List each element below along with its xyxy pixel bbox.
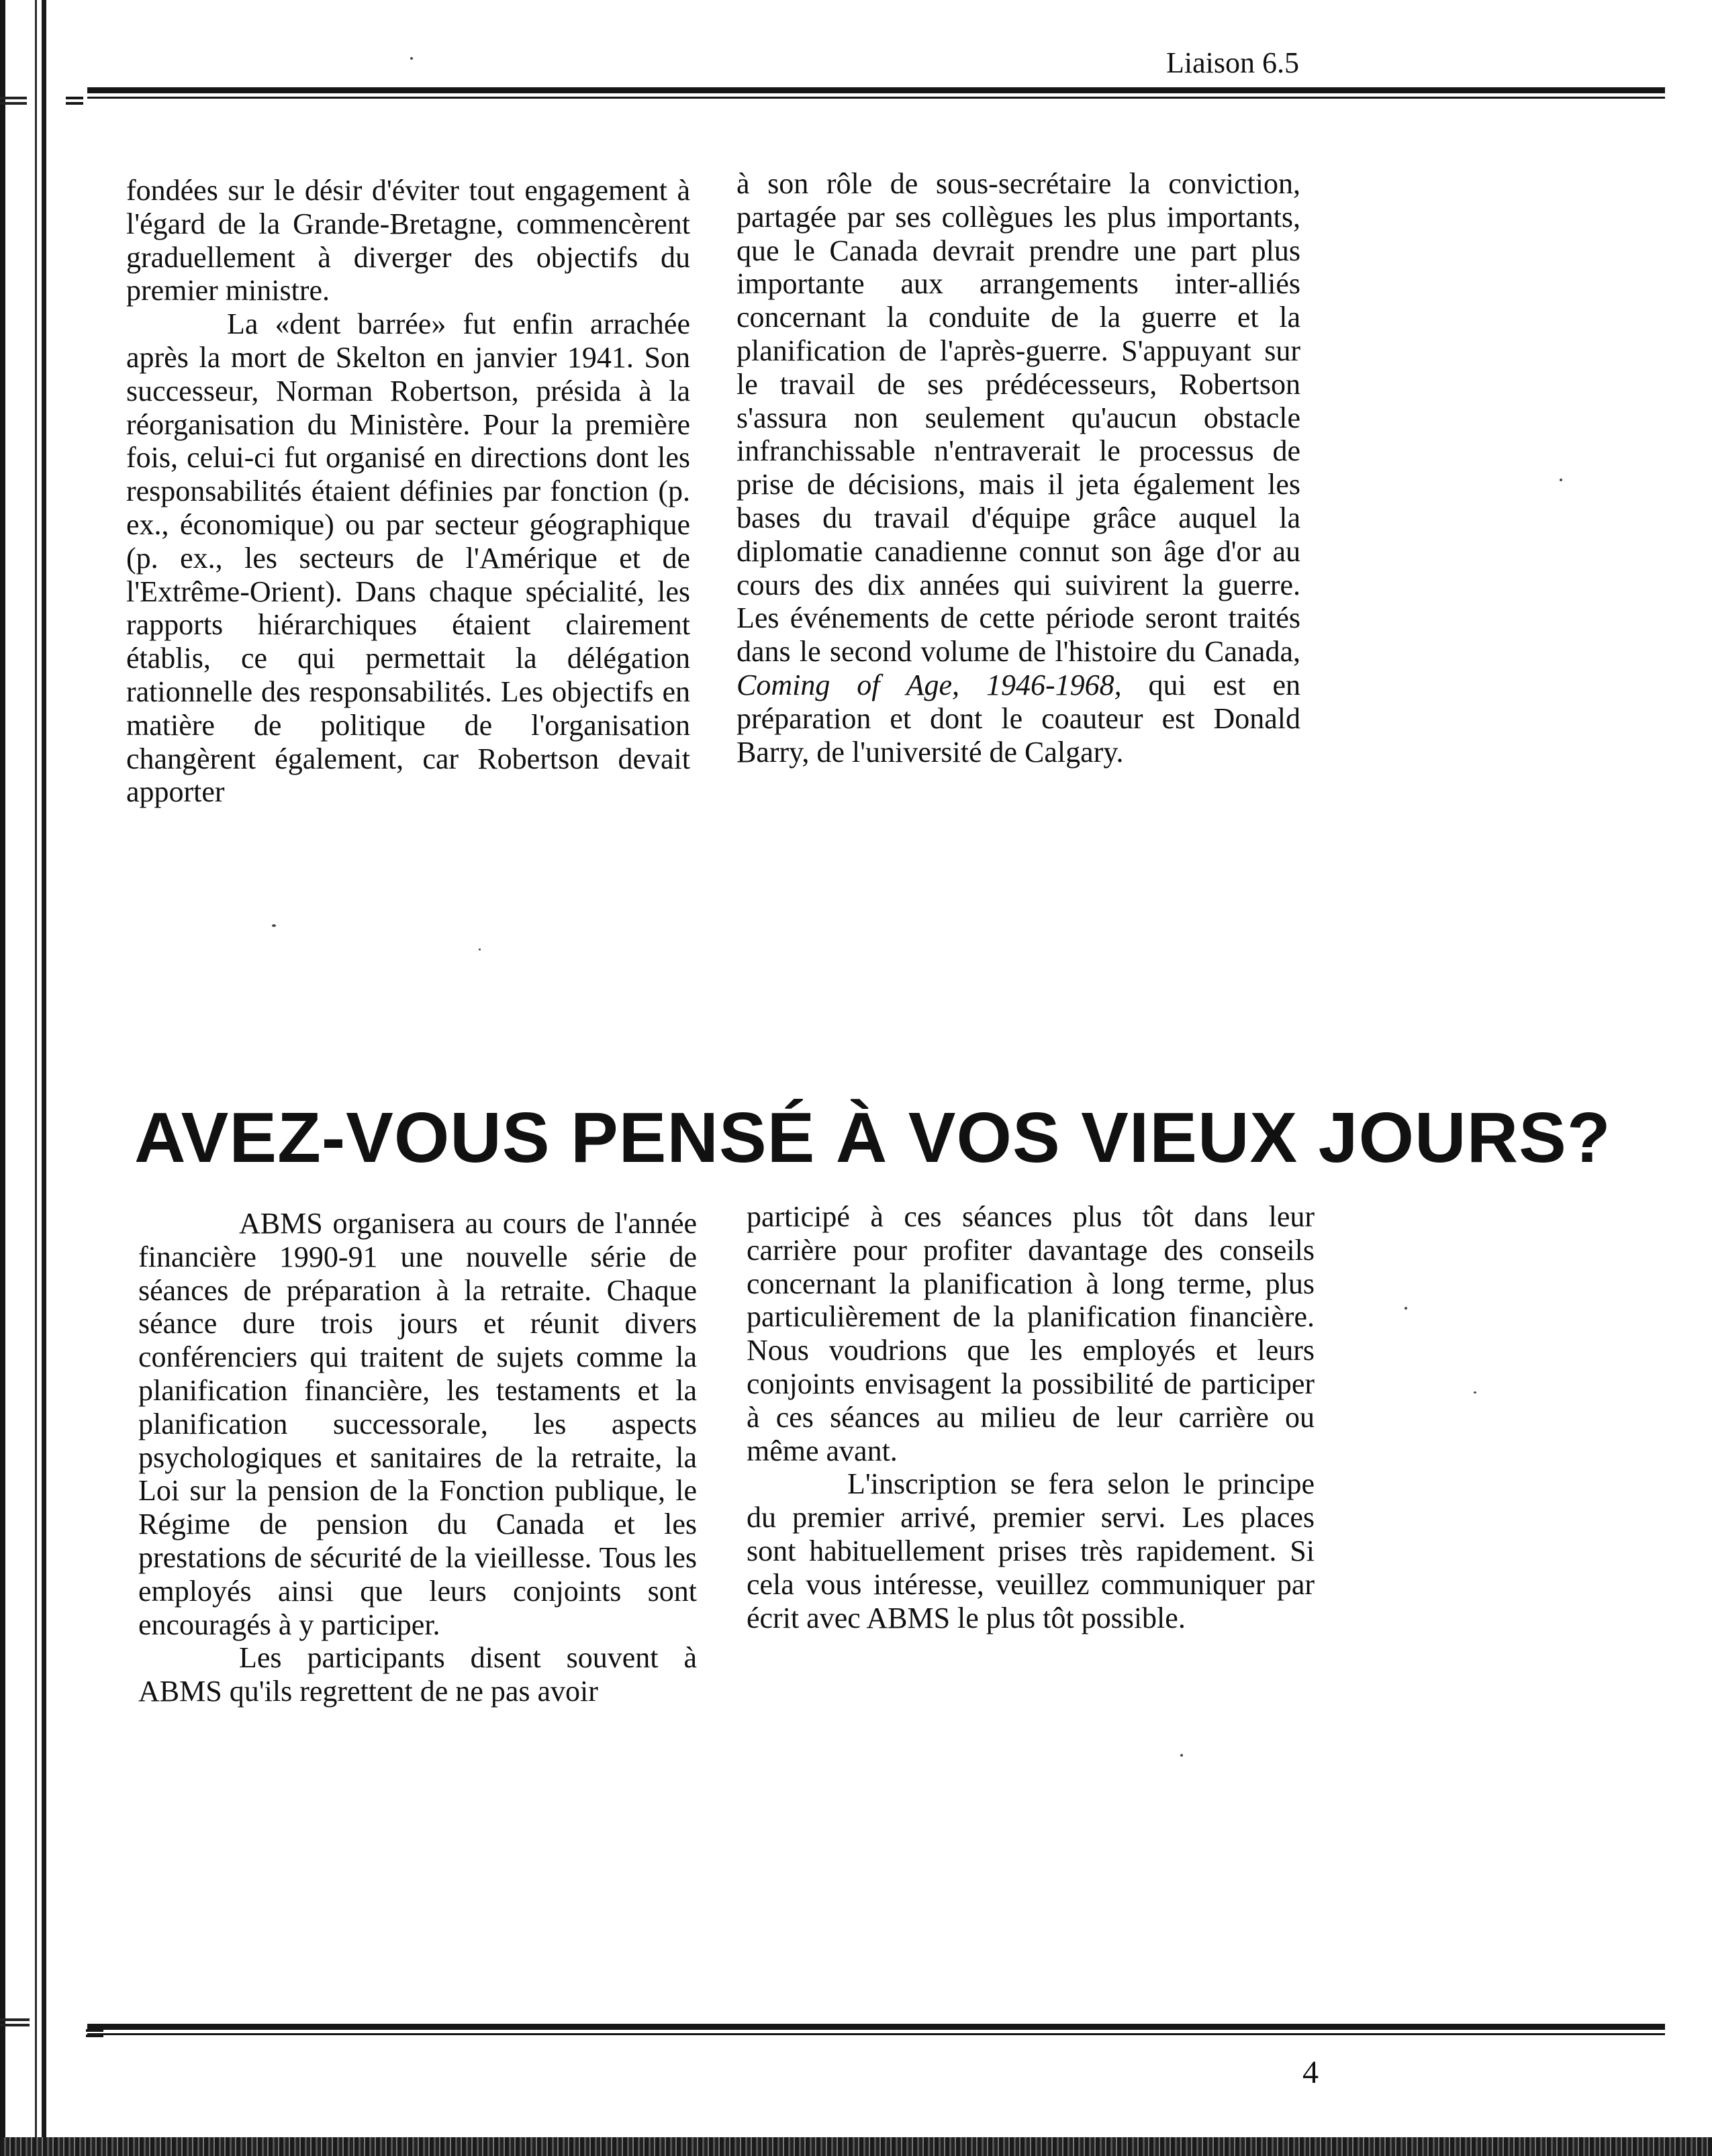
article2-paragraph: L'inscription se fera selon le principe du premier arrivé, premier servi. Les places sont habituellement prises très rapidement. Si cela vous intéresse, veuillez communiquer par écrit avec ABMS le plus tôt possible. xyxy=(747,1467,1315,1634)
rule-mark xyxy=(86,2029,103,2032)
article1-paragraph xyxy=(736,167,1300,769)
article2-paragraph: Les participants disent souvent à ABMS qu'ils regrettent de ne pas avoir xyxy=(138,1641,697,1708)
rule-mark xyxy=(66,97,83,99)
margin-tick xyxy=(0,97,27,99)
scan-speck xyxy=(479,948,481,950)
article2-right-column xyxy=(747,1200,1315,1634)
article1-text: qui est en préparation et dont le coauteur est Donald Barry, de l'université de Calgary. xyxy=(736,668,1300,769)
scan-speck xyxy=(1560,479,1562,481)
scan-speck xyxy=(410,57,413,60)
scan-bottom-edge xyxy=(0,2137,1712,2156)
article1-text: à son rôle de sous-secrétaire la conviction, partagée par ses collègues les plus importants, que le Canada devrait prendre une part plus importante aux arrangements inter-alliés concernant la conduite de la guerre et la planification de l'après-guerre. S'appuyant sur le travail de ses prédécesseurs, Robertson s'assura non seulement qu'aucun obstacle infranchissable n'entraverait le processus de prise de décisions, mais il jeta également les bases du travail d'équipe grâce auquel la diplomatie canadienne connut son âge d'or au cours des dix années qui suivirent la guerre. Les événements de cette période seront traités dans le second volume de l'histoire du Canada, xyxy=(736,167,1300,669)
rule-mark xyxy=(66,102,83,105)
binding-edge-inner xyxy=(42,0,46,2156)
running-header: Liaison 6.5 xyxy=(1166,46,1299,79)
article1-paragraph: La «dent barrée» fut enfin arrachée après la mort de Skelton en janvier 1941. Son successeur, Norman Robertson, présida à la réorganisation du Ministère. Pour la première fois, celui-ci fut organisé en directions dont les responsabilités étaient définies par fonction (p. ex., économique) ou par secteur géographique (p. ex., les secteurs de l'Amérique et de l'Extrême-Orient). Dans chaque spécialité, les rapports hiérarchiques étaient clairement établis, ce qui permettait la délégation rationnelle des responsabilités. Les objectifs en matière de politique de l'organisation changèrent également, car Robertson devait apporter xyxy=(126,307,690,809)
article2-heading: AVEZ-VOUS PENSÉ À VOS VIEUX JOURS? xyxy=(134,1098,1611,1177)
article1-paragraph: fondées sur le désir d'éviter tout engagement à l'égard de la Grande-Bretagne, commencèrent graduellement à diverger des objectifs du premier ministre. xyxy=(126,174,690,307)
footer-rule xyxy=(87,2024,1665,2035)
article1-right-column xyxy=(736,167,1300,769)
scan-speck xyxy=(1180,1754,1183,1757)
scan-speck xyxy=(1474,1391,1476,1393)
book-title: Coming of Age, 1946-1968, xyxy=(736,668,1122,701)
article1-left-column xyxy=(126,174,690,809)
binding-edge-hairline xyxy=(35,0,37,2156)
scan-speck xyxy=(1405,1307,1407,1310)
header-rule xyxy=(87,87,1665,99)
margin-tick xyxy=(0,102,27,105)
binding-edge-outer xyxy=(0,0,5,2156)
article2-paragraph: ABMS organisera au cours de l'année financière 1990-91 une nouvelle série de séances de préparation à la retraite. Chaque séance dure trois jours et réunit divers conférenciers qui traitent de sujets comme la planification financière, les testaments et la planification successorale, les aspects psychologiques et sanitaires de la retraite, la Loi sur la pension de la Fonction publique, le Régime de pension du Canada et les prestations de sécurité de la vieillesse. Tous les employés ainsi que leurs conjoints sont encouragés à y participer. xyxy=(138,1207,697,1641)
article2-paragraph: participé à ces séances plus tôt dans leur carrière pour profiter davantage des conseils concernant la planification à long terme, plus particulièrement de la planification financière. Nous voudrions que les employés et leurs conjoints envisagent la possibilité de participer à ces séances au milieu de leur carrière ou même avant. xyxy=(747,1200,1315,1467)
scan-speck xyxy=(272,924,276,927)
article2-left-column xyxy=(138,1207,697,1708)
rule-mark xyxy=(86,2035,103,2037)
page-number: 4 xyxy=(1302,2055,1319,2090)
margin-tick xyxy=(0,2024,30,2026)
margin-tick xyxy=(0,2018,30,2021)
